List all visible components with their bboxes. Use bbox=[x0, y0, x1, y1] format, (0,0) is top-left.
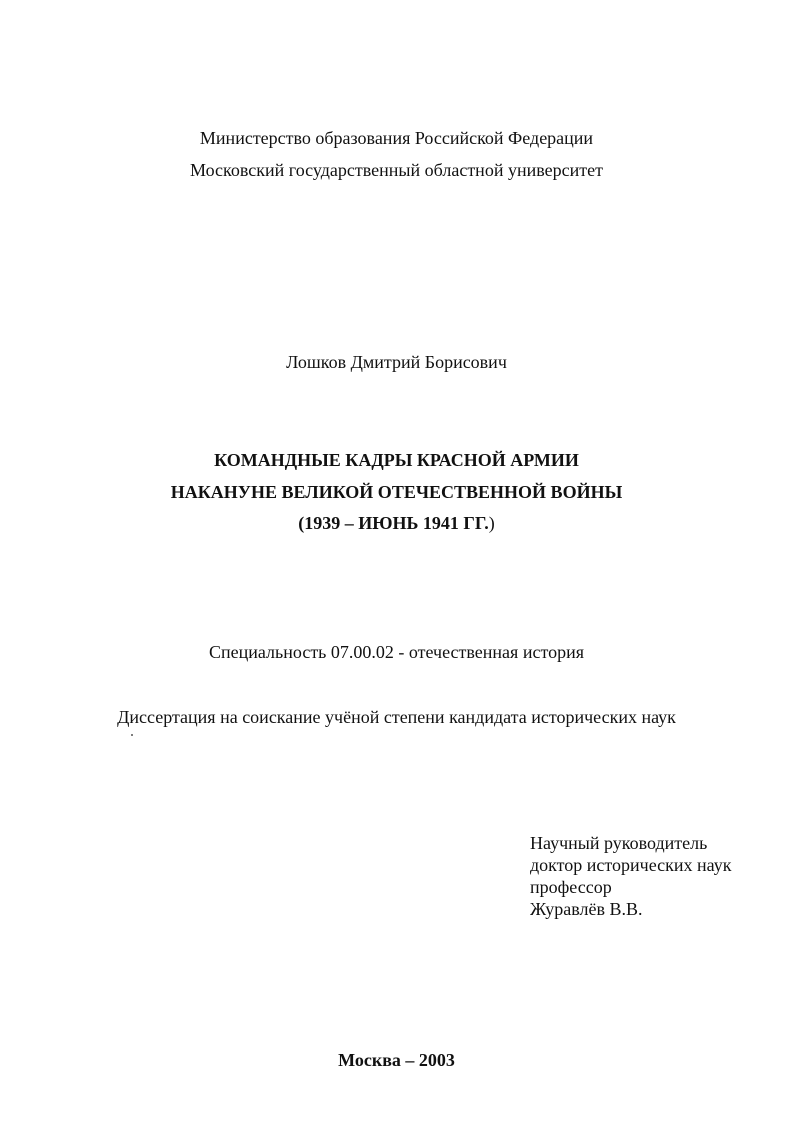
author-name: Лошков Дмитрий Борисович bbox=[286, 352, 507, 372]
advisor-rank: профессор bbox=[530, 877, 612, 897]
specialty: Специальность 07.00.02 - отечественная история bbox=[209, 642, 584, 662]
title-line-1: КОМАНДНЫЕ КАДРЫ КРАСНОЙ АРМИИ bbox=[214, 450, 579, 470]
advisor-name: Журавлёв В.В. bbox=[530, 899, 643, 919]
title-line-2: НАКАНУНЕ ВЕЛИКОЙ ОТЕЧЕСТВЕННОЙ ВОЙНЫ bbox=[170, 482, 623, 502]
city-year: Москва – 2003 bbox=[338, 1050, 455, 1070]
ministry-name: Министерство образования Российской Федерации bbox=[199, 128, 594, 148]
scan-speck bbox=[131, 734, 133, 736]
title-years: (1939 – ИЮНЬ 1941 ГГ. bbox=[298, 513, 489, 533]
advisor-role: Научный руководитель bbox=[530, 833, 708, 853]
title-line-3 bbox=[0, 512, 793, 534]
title-closing-paren: ) bbox=[488, 513, 495, 533]
degree-statement: Диссертация на соискание учёной степени кандидата исторических наук bbox=[117, 707, 676, 727]
advisor-degree: доктор исторических наук bbox=[530, 855, 732, 875]
advisor-block bbox=[530, 832, 732, 920]
university-name: Московский государственный областной университет bbox=[190, 160, 603, 180]
